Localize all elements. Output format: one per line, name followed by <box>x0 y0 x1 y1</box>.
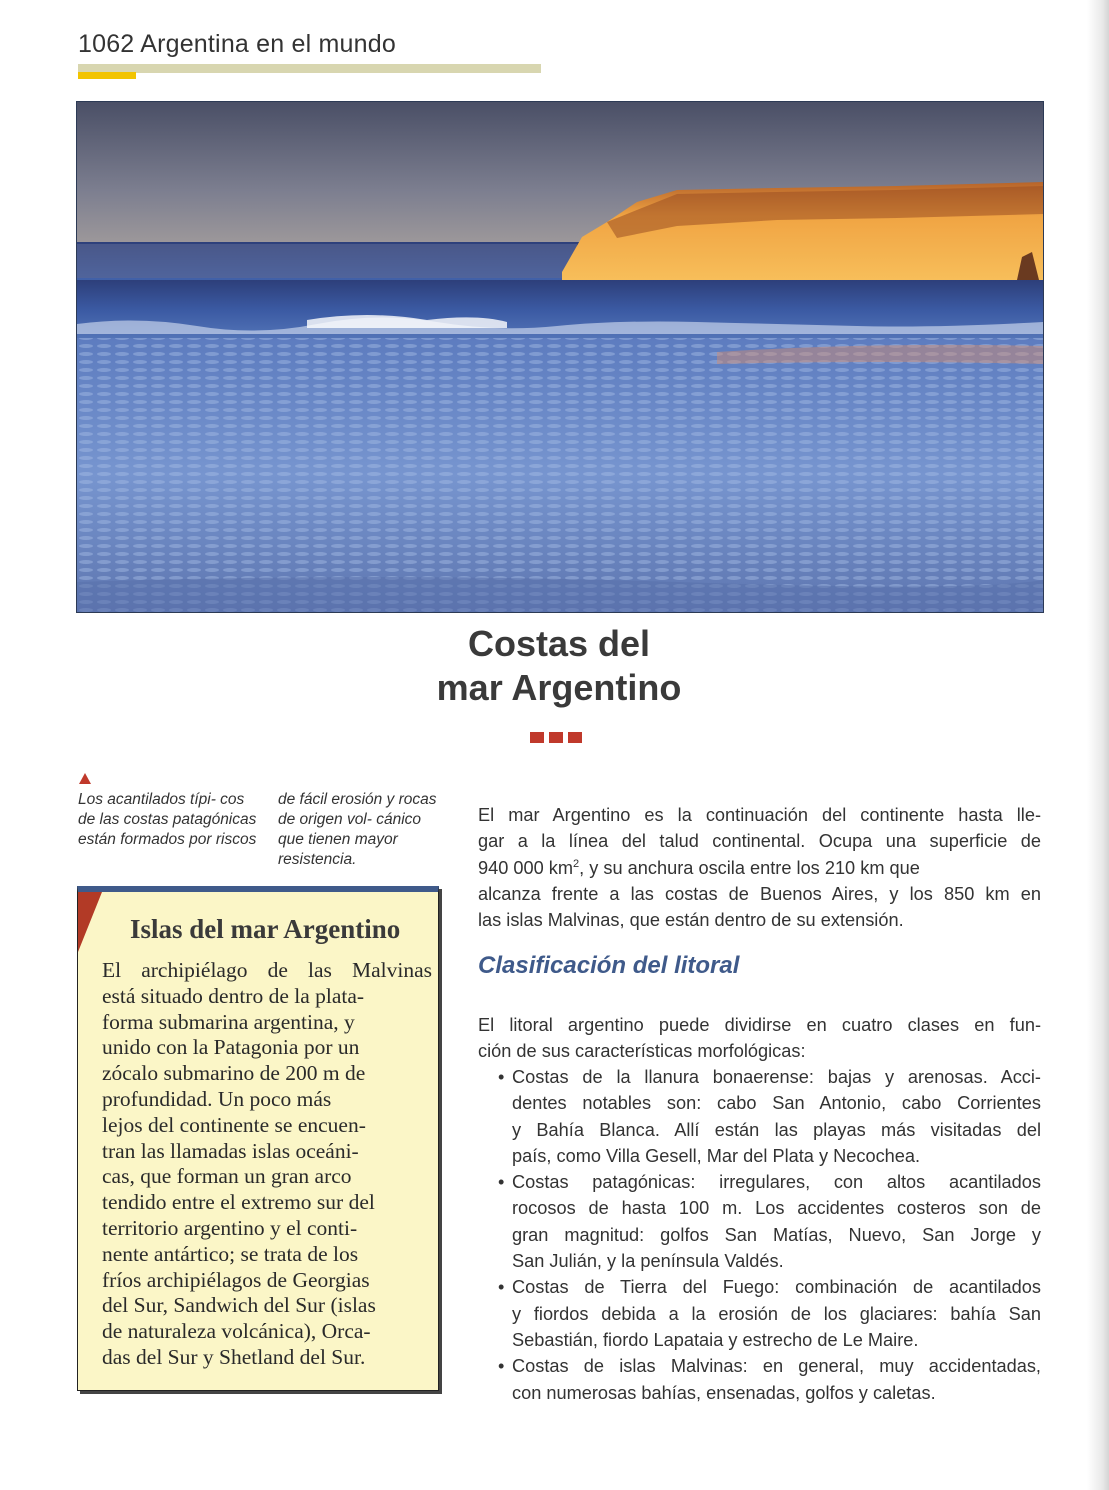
coastal-cliff-photo <box>76 101 1044 613</box>
section-title: Argentina en el mundo <box>140 30 396 58</box>
list-item <box>478 1169 1041 1274</box>
sidebar-box-text <box>102 958 432 1371</box>
article-title <box>400 622 718 710</box>
box-line: zócalo submarino de 200 m de <box>102 1061 366 1086</box>
caption-line: formados por riscos <box>120 831 257 848</box>
sidebar-box <box>77 886 439 1391</box>
caption-line: mayor resistencia. <box>278 831 398 868</box>
list-line: rocosos de hasta 100 m. Los accidentes costeros son de <box>512 1198 1041 1219</box>
list-line: y Bahía Blanca. Allí están las playas más visitadas del <box>512 1119 1041 1140</box>
box-line: está situado dentro de la plata- <box>102 983 365 1008</box>
box-line: de naturaleza volcánica), Orca- <box>102 1319 371 1344</box>
list-line: país, como Villa Gesell, Mar del Plata y Necochea. <box>512 1145 921 1166</box>
list-line: Costas de islas Malvinas: en general, muy accidentadas, <box>512 1356 1041 1377</box>
header-rule <box>78 64 541 73</box>
photo-caption-col-1 <box>78 790 258 850</box>
bullet-icon: • <box>498 1277 505 1298</box>
text-line-with-superscript <box>478 855 1041 881</box>
sidebar-box-title: Islas del mar Argentino <box>130 914 401 944</box>
text-line: El litoral argentino puede dividirse en cuatro clases en fun- <box>478 1015 1041 1035</box>
box-line: El archipiélago de las Malvinas <box>102 958 432 982</box>
page-edge-shadow <box>1087 0 1109 1490</box>
ornament-square <box>568 732 582 743</box>
box-line: del Sur, Sandwich del Sur (islas <box>102 1293 376 1318</box>
caption-line: rocas de origen vol- <box>278 791 437 828</box>
text-line: alcanza frente a las costas de Buenos Aires, y los 850 km en <box>478 883 1041 904</box>
bullet-icon: • <box>498 1067 505 1087</box>
intro-paragraph <box>478 802 1041 933</box>
text-line: ción de sus características morfológicas: <box>478 1041 806 1062</box>
caption-line: cos de las costas <box>78 791 245 828</box>
bullet-icon: • <box>498 1172 505 1193</box>
box-line: territorio argentino y el conti- <box>102 1215 358 1240</box>
coast-types-list <box>478 1064 1041 1406</box>
caption-up-arrow-icon <box>79 773 91 784</box>
list-line: y fiordos debida a la erosión de los glaciares: bahía San <box>512 1303 1041 1324</box>
list-line: Sebastián, fiordo Lapataia y estrecho de Le Maire. <box>512 1329 919 1350</box>
photo-caption-col-2 <box>278 790 443 870</box>
list-item <box>478 1353 1041 1406</box>
list-line: Costas de Tierra del Fuego: combinación de acantilados <box>512 1277 1041 1298</box>
article-title-line-2: mar Argentino <box>436 667 682 708</box>
caption-line: Los acantilados típi- <box>78 791 216 808</box>
ornament-square <box>530 732 544 743</box>
header-accent-bar <box>78 72 136 79</box>
superscript-2: 2 <box>573 857 580 870</box>
running-header <box>78 30 396 59</box>
list-line: San Julián, y la península Valdés. <box>512 1251 784 1272</box>
box-line: forma submarina argentina, y <box>102 1009 355 1034</box>
litoral-intro-paragraph <box>478 1012 1041 1065</box>
list-line: Costas de la llanura bonaerense: bajas y arenosas. Acci- <box>512 1067 1041 1087</box>
article-title-line-1: Costas del <box>467 623 651 664</box>
box-corner-accent <box>78 892 102 952</box>
box-line: das del Sur y Shetland del Sur. <box>102 1344 366 1369</box>
box-line: unido con la Patagonia por un <box>102 1035 360 1060</box>
caption-line: de fácil erosión y <box>278 791 395 808</box>
box-line: tran las llamadas islas oceáni- <box>102 1138 359 1163</box>
text-line: gar a la línea del talud continental. Ocupa una superficie de <box>478 831 1041 852</box>
list-line: Costas patagónicas: irregulares, con altos acantilados <box>512 1172 1041 1193</box>
box-line: lejos del continente se encuen- <box>102 1112 366 1137</box>
list-line: dentes notables son: cabo San Antonio, cabo Corrientes <box>512 1093 1041 1114</box>
area-continuation: , y su anchura oscila entre los 210 km que <box>579 857 920 878</box>
list-item <box>478 1064 1041 1169</box>
title-ornament <box>530 732 582 743</box>
caption-line: cánico que tienen <box>278 811 422 848</box>
page-number: 1062 <box>78 30 135 58</box>
section-subheading: Clasificación del litoral <box>478 952 740 979</box>
list-item <box>478 1274 1041 1353</box>
bullet-icon: • <box>498 1356 505 1377</box>
area-value: 940 000 km <box>478 857 574 878</box>
text-line: El mar Argentino es la continuación del continente hasta lle- <box>478 805 1041 825</box>
box-line: nente antártico; se trata de los <box>102 1241 359 1266</box>
caption-line: patagónicas están <box>78 811 257 848</box>
box-line: profundidad. Un poco más <box>102 1086 332 1111</box>
box-line: cas, que forman un gran arco <box>102 1164 352 1189</box>
box-line: fríos archipiélagos de Georgias <box>102 1267 370 1292</box>
ornament-square <box>549 732 563 743</box>
box-line: tendido entre el extremo sur del <box>102 1190 375 1215</box>
list-line: gran magnitud: golfos San Matías, Nuevo, San Jorge y <box>512 1224 1041 1245</box>
text-line: las islas Malvinas, que están dentro de su extensión. <box>478 910 904 931</box>
list-line: con numerosas bahías, ensenadas, golfos y caletas. <box>512 1382 936 1403</box>
